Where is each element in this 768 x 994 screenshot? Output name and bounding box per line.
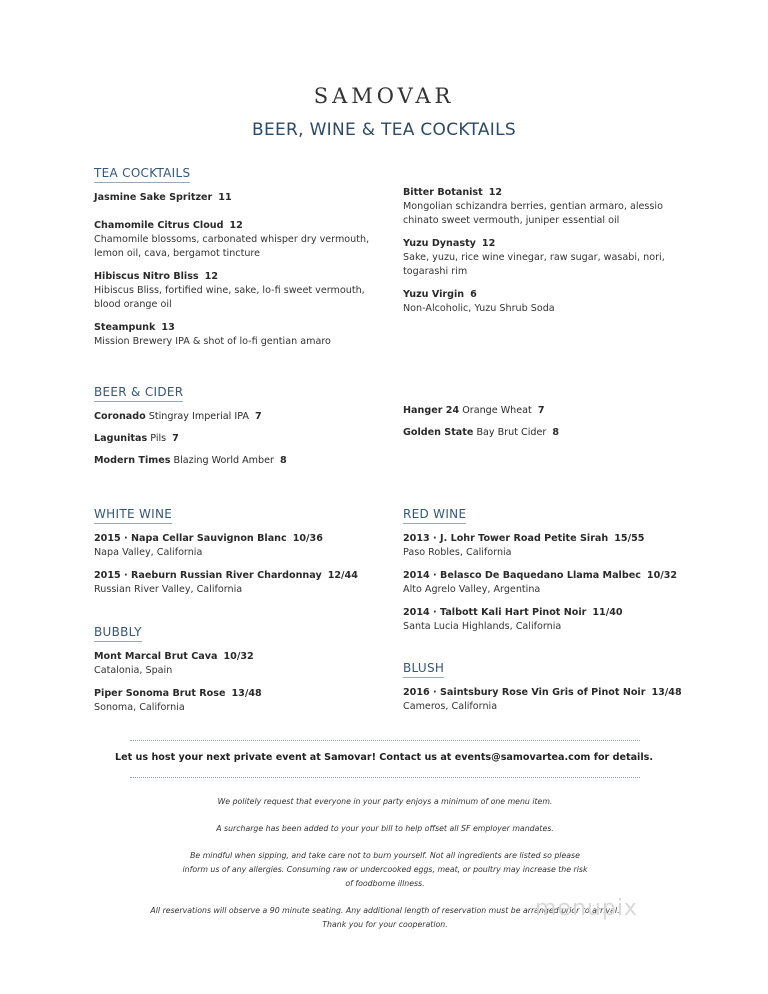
item-name: Modern Times	[94, 455, 171, 466]
menu-item	[403, 237, 673, 279]
section-heading: BEER & CIDER	[94, 385, 183, 402]
item-name: 2014 · Talbott Kali Hart Pinot Noir	[403, 607, 587, 618]
item-description: Catalonia, Spain	[94, 665, 173, 676]
item-price: 12/44	[327, 570, 358, 581]
item-price: 11/40	[592, 607, 623, 618]
item-price: 6	[470, 289, 477, 300]
item-name: Bitter Botanist	[403, 187, 483, 198]
policy-notes	[150, 795, 620, 945]
item-price: 7	[254, 411, 262, 422]
menu-item	[94, 454, 384, 468]
item-title-line	[403, 404, 693, 418]
section-blush	[403, 657, 693, 723]
menu-item	[94, 569, 384, 597]
section-heading: WHITE WINE	[94, 507, 172, 524]
menu-item	[94, 219, 384, 261]
item-name: Yuzu Dynasty	[403, 238, 476, 249]
section-tea-cocktails-right	[403, 186, 673, 325]
item-description: Napa Valley, California	[94, 547, 203, 558]
menu-item	[403, 532, 693, 560]
item-name: Hibiscus Nitro Bliss	[94, 271, 199, 282]
item-price: 10/36	[292, 533, 323, 544]
menu-item	[403, 426, 693, 440]
item-name: 2014 · Belasco De Baquedano Llama Malbec	[403, 570, 641, 581]
item-title-line	[94, 410, 384, 424]
item-title-line	[94, 569, 384, 583]
item-name: Yuzu Virgin	[403, 289, 465, 300]
item-title-line	[94, 219, 384, 233]
item-variety: Stingray Imperial IPA	[148, 411, 249, 422]
item-name: Golden State	[403, 427, 474, 438]
item-description: Sonoma, California	[94, 702, 185, 713]
item-description: Cameros, California	[403, 701, 498, 712]
item-name: Jasmine Sake Spritzer	[94, 192, 213, 203]
menu-item	[94, 432, 384, 446]
watermark: menupix	[535, 896, 638, 921]
menu-item	[94, 650, 384, 678]
item-title-line	[403, 606, 693, 620]
divider	[130, 740, 640, 741]
item-name: Piper Sonoma Brut Rose	[94, 688, 226, 699]
policy-note: Be mindful when sipping, and take care not to burn yourself. Not all ingredients are listed so please inform us of any allergies. Consuming raw or undercooked eggs, meat, or poultry may increase the risk of foodborne illness.	[182, 851, 588, 888]
item-price: 8	[552, 427, 560, 438]
item-title-line	[94, 454, 384, 468]
item-price: 12	[488, 187, 503, 198]
item-name: 2016 · Saintsbury Rose Vin Gris of Pinot Noir	[403, 687, 646, 698]
item-description: Non-Alcoholic, Yuzu Shrub Soda	[403, 303, 555, 314]
item-name: 2013 · J. Lohr Tower Road Petite Sirah	[403, 533, 609, 544]
item-description: Alto Agrelo Valley, Argentina	[403, 584, 541, 595]
item-title-line	[94, 270, 384, 284]
item-price: 15/55	[614, 533, 645, 544]
item-name: Coronado	[94, 411, 146, 422]
item-price: 11	[218, 192, 232, 203]
item-name: Steampunk	[94, 322, 156, 333]
item-title-line	[403, 426, 693, 440]
section-red-wine	[403, 503, 693, 643]
item-name: Chamomile Citrus Cloud	[94, 220, 224, 231]
page-title: BEER, WINE & TEA COCKTAILS	[252, 120, 516, 140]
menu-item	[403, 404, 693, 418]
item-title-line	[94, 432, 384, 446]
item-price: 10/32	[646, 570, 678, 581]
section-tea-cocktails	[94, 162, 384, 358]
policy-note: We politely request that everyone in your party enjoys a minimum of one menu item.	[217, 797, 553, 806]
menu-item	[403, 606, 693, 634]
item-description: Chamomile blossoms, carbonated whisper dry vermouth, lemon oil, cava, bergamot tincture	[94, 234, 370, 259]
menu-item	[94, 687, 384, 715]
item-variety: Orange Wheat	[462, 405, 532, 416]
item-name: Mont Marcal Brut Cava	[94, 651, 218, 662]
item-price: 10/32	[223, 651, 254, 662]
menu-item	[403, 569, 693, 597]
item-description: Russian River Valley, California	[94, 584, 243, 595]
item-description: Santa Lucia Highlands, California	[403, 621, 562, 632]
item-price: 12	[204, 271, 218, 282]
item-variety: Blazing World Amber	[173, 455, 274, 466]
item-title-line	[403, 686, 693, 700]
item-title-line	[94, 687, 384, 701]
menu-item	[94, 191, 384, 205]
menu-item	[94, 321, 384, 349]
item-variety: Bay Brut Cider	[476, 427, 547, 438]
item-title-line	[94, 650, 384, 664]
item-description: Sake, yuzu, rice wine vinegar, raw sugar, wasabi, nori, togarashi rim	[403, 252, 665, 277]
item-price: 7	[537, 405, 545, 416]
item-description: Paso Robles, California	[403, 547, 512, 558]
item-description: Mission Brewery IPA & shot of lo-fi gentian amaro	[94, 336, 331, 347]
item-title-line	[403, 569, 693, 583]
item-name: Lagunitas	[94, 433, 148, 444]
item-name: 2015 · Napa Cellar Sauvignon Blanc	[94, 533, 287, 544]
divider	[130, 777, 640, 778]
menu-item	[403, 186, 673, 228]
section-white-wine	[94, 503, 384, 606]
brand-logo: SAMOVAR	[313, 84, 455, 108]
item-variety: Pils	[150, 433, 167, 444]
section-heading: BUBBLY	[94, 625, 142, 642]
section-heading: BLUSH	[403, 661, 444, 678]
item-title-line	[403, 288, 673, 302]
item-title-line	[94, 191, 384, 205]
item-title-line	[403, 186, 673, 200]
menu-item	[94, 410, 384, 424]
item-price: 13	[161, 322, 175, 333]
item-price: 8	[279, 455, 287, 466]
item-title-line	[403, 237, 673, 251]
section-beer-cider-right	[403, 404, 693, 448]
item-price: 7	[172, 433, 179, 444]
menu-item	[403, 686, 693, 714]
item-title-line	[94, 532, 384, 546]
item-price: 13/48	[651, 687, 682, 698]
menu-item	[94, 532, 384, 560]
item-name: Hanger 24	[403, 405, 460, 416]
private-event-notice: Let us host your next private event at Samovar! Contact us at events@samovartea.com for details.	[115, 752, 653, 763]
menu-item	[403, 288, 673, 316]
item-price: 12	[481, 238, 496, 249]
item-description: Mongolian schizandra berries, gentian armaro, alessio chinato sweet vermouth, juniper essential oil	[403, 201, 663, 226]
item-title-line	[94, 321, 384, 335]
section-heading: RED WINE	[403, 507, 466, 524]
item-title-line	[403, 532, 693, 546]
item-name: 2015 · Raeburn Russian River Chardonnay	[94, 570, 322, 581]
section-heading: TEA COCKTAILS	[94, 166, 190, 183]
item-description: Hibiscus Bliss, fortified wine, sake, lo-fi sweet vermouth, blood orange oil	[94, 285, 365, 310]
item-price: 12	[229, 220, 243, 231]
menu-item	[94, 270, 384, 312]
policy-note: A surcharge has been added to your your bill to help offset all SF employer mandates.	[216, 824, 554, 833]
policy-note: All reservations will observe a 90 minute seating. Any additional length of reservation must be arranged prior to arrival. Thank you for your cooperation.	[150, 906, 620, 929]
item-price: 13/48	[231, 688, 262, 699]
section-bubbly	[94, 621, 384, 724]
section-beer-cider	[94, 381, 384, 476]
